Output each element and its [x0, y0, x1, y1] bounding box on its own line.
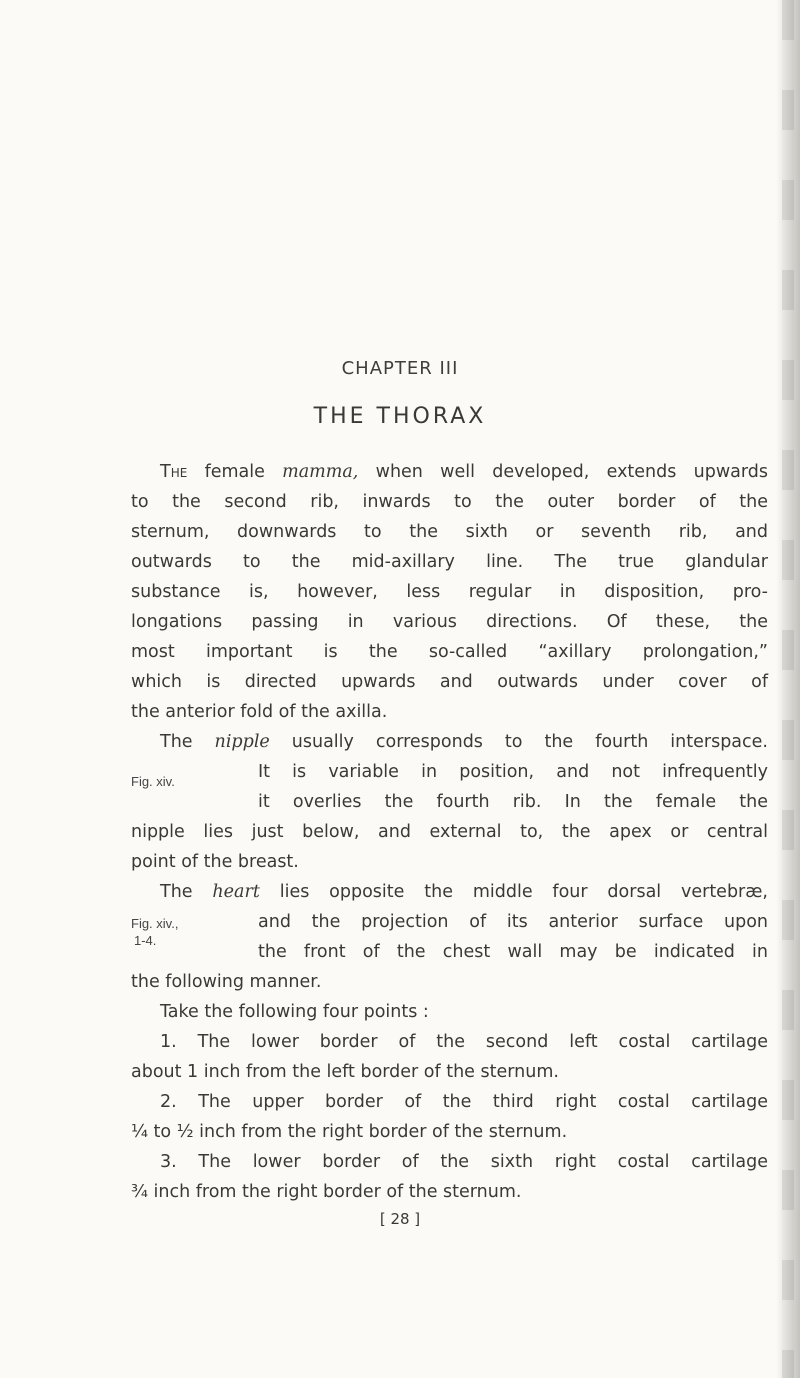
- item-3-line-1: 3. The lower border of the sixth right costal cartilage: [160, 1152, 768, 1172]
- para3-line-4: the following manner.: [131, 972, 322, 992]
- para3-line-3: the front of the chest wall may be indicated in: [258, 942, 768, 962]
- para3-line-1: The heart lies opposite the middle four dorsal vertebræ,: [160, 882, 768, 902]
- para2-line-2: It is variable in position, and not infrequently: [258, 762, 768, 782]
- item-1-line-1: 1. The lower border of the second left costal cartilage: [160, 1032, 768, 1052]
- para1-line-7: most important is the so-called “axillary prolongation,”: [131, 642, 768, 662]
- para2-line-1: The nipple usually corresponds to the fourth interspace.: [160, 732, 768, 752]
- item-2-line-2: ¼ to ½ inch from the right border of the sternum.: [131, 1122, 568, 1142]
- para1-line-8: which is directed upwards and outwards under cover of: [131, 672, 768, 692]
- chapter-title: THE THORAX: [313, 404, 487, 429]
- item-3-line-2: ¾ inch from the right border of the sternum.: [131, 1182, 522, 1202]
- item-2-line-1: 2. The upper border of the third right costal cartilage: [160, 1092, 768, 1112]
- para1-line-6: longations passing in various directions. Of these, the: [131, 612, 768, 632]
- item-1-line-2: about 1 inch from the left border of the sternum.: [131, 1062, 559, 1082]
- margin-note-fig-ref: Fig. xiv.,: [131, 916, 179, 931]
- binding-edge: [782, 0, 794, 1378]
- para1-line-3: sternum, downwards to the sixth or seventh rib, and: [131, 522, 768, 542]
- para2-line-5: point of the breast.: [131, 852, 299, 872]
- chapter-label: CHAPTER III: [341, 358, 459, 379]
- para4-line-1: Take the following four points :: [160, 1002, 429, 1022]
- para1-line-2: to the second rib, inwards to the outer border of the: [131, 492, 768, 512]
- para1-line-4: outwards to the mid-axillary line. The true glandular: [131, 552, 768, 572]
- para1-line-5: substance is, however, less regular in disposition, pro-: [131, 582, 768, 602]
- para1-line-1: The female mamma, when well developed, extends upwards: [160, 462, 768, 482]
- margin-note-fig: Fig. xiv.: [131, 774, 175, 789]
- para2-line-4: nipple lies just below, and external to, the apex or central: [131, 822, 768, 842]
- page-number: [ 28 ]: [379, 1210, 421, 1228]
- para2-line-3: it overlies the fourth rib. In the female the: [258, 792, 768, 812]
- para3-line-2: and the projection of its anterior surface upon: [258, 912, 768, 932]
- para1-line-9: the anterior fold of the axilla.: [131, 702, 388, 722]
- margin-note-fig-range: 1-4.: [134, 933, 157, 948]
